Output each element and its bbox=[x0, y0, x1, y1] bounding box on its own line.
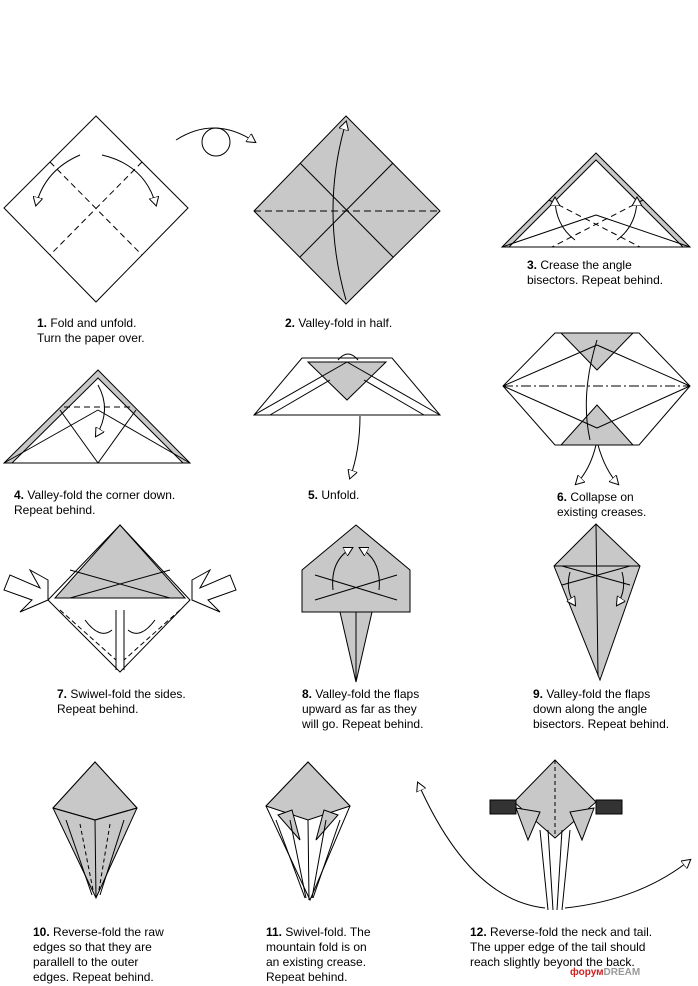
step-10-diagram bbox=[53, 762, 137, 898]
step-9-caption: 9. Valley-fold the flaps down along the angle bisectors. Repeat behind. bbox=[533, 687, 670, 731]
step-8-diagram bbox=[302, 525, 410, 682]
step-4-caption: 4. Valley-fold the corner down. Repeat behind. bbox=[14, 488, 176, 517]
step-2-caption: 2. Valley-fold in half. bbox=[285, 316, 393, 330]
step-7-caption: 7. Swiwel-fold the sides. Repeat behind. bbox=[57, 687, 186, 716]
step-5-caption: 5. Unfold. bbox=[308, 488, 360, 502]
turn-over-symbol bbox=[176, 128, 255, 156]
step-11-caption: 11. Swivel-fold. The mountain fold is on an existing crease. Repeat behind. bbox=[266, 925, 371, 984]
step-6-diagram bbox=[503, 333, 690, 484]
step-9-diagram bbox=[554, 524, 640, 680]
step-2-diagram bbox=[254, 116, 440, 304]
step-3-caption: 3. Crease the angle bisectors. Repeat behind. bbox=[527, 258, 664, 287]
step-11-diagram bbox=[266, 762, 350, 900]
step-12-diagram bbox=[418, 760, 690, 910]
step-8-caption: 8. Valley-fold the flaps upward as far as they will go. Repeat behind. bbox=[302, 687, 424, 731]
step-1-caption: 1. Fold and unfold. Turn the paper over. bbox=[37, 316, 145, 345]
step-10-caption: 10. Reverse-fold the raw edges so that they are parallell to the outer edges. Repeat behind. bbox=[33, 925, 164, 984]
step-4-diagram bbox=[4, 370, 190, 463]
step-3-diagram bbox=[502, 153, 690, 247]
step-6-caption: 6. Collapse on existing creases. bbox=[557, 490, 647, 519]
step-12-caption: 12. Reverse-fold the neck and tail. The upper edge of the tail should reach slightly beyond the back. bbox=[470, 925, 653, 969]
step-5-diagram bbox=[254, 354, 440, 478]
step-7-diagram bbox=[4, 525, 236, 672]
watermark: форумDREAM bbox=[570, 967, 641, 978]
step-1-diagram bbox=[4, 116, 188, 302]
